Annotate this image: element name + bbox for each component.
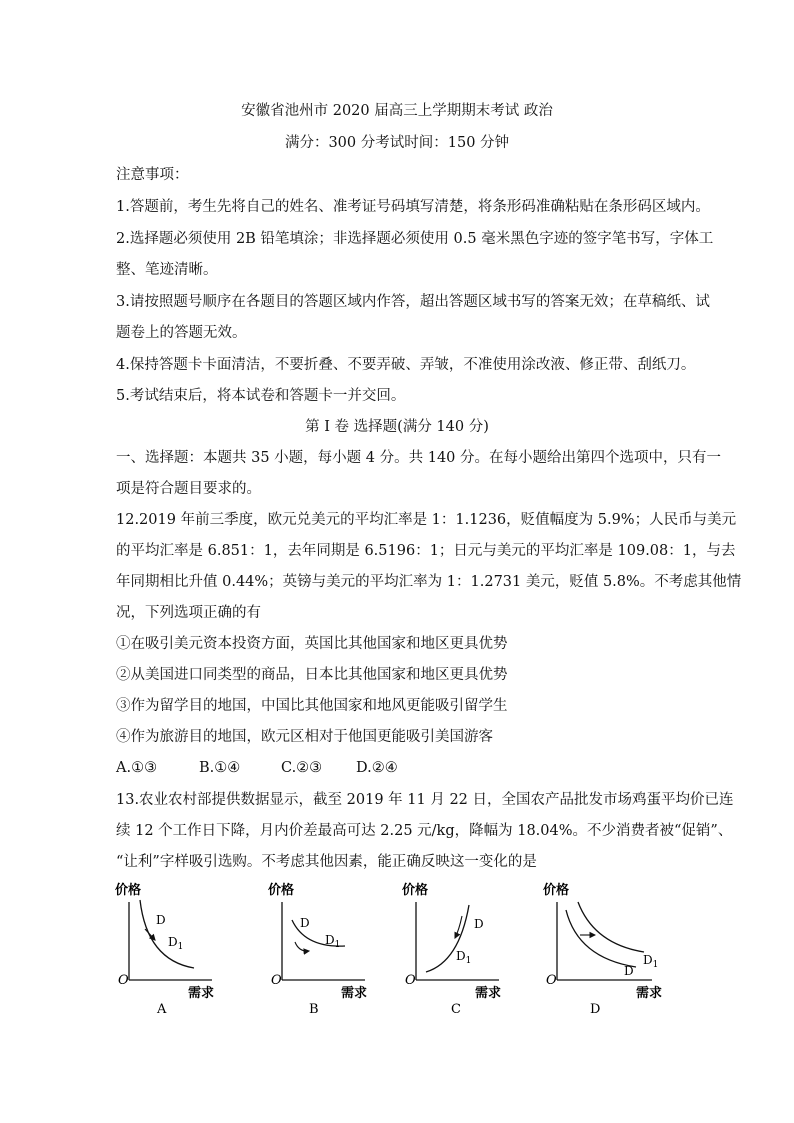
note-line: 4.保持答题卡卡面清洁，不要折叠、不要弄破、弄皱，不准使用涂改液、修正带、刮纸刀。 (116, 357, 696, 373)
note-line: 5.考试结束后，将本试卷和答题卡一并交回。 (116, 388, 406, 404)
x-axis-label: 需求 (188, 986, 215, 1001)
note-line: 2.选择题必须使用 2B 铅笔填涂；非选择题必须使用 0.5 毫米黑色字迹的签字笔书写，字体工 (116, 231, 714, 247)
curve-label-d: D (300, 916, 310, 930)
note-line: 整、笔迹清晰。 (116, 262, 218, 278)
origin-label: O (546, 973, 557, 988)
shift-arrow (145, 929, 155, 940)
y-axis-label: 价格 (268, 883, 295, 898)
graph-label: C (451, 1002, 461, 1017)
curve-label-d1: $D_1$ (643, 953, 659, 970)
origin-label: O (118, 973, 129, 988)
curve-label-d1: $D_1$ (168, 935, 184, 952)
y-axis-label: 价格 (115, 883, 142, 898)
demand-curve-d1 (578, 902, 644, 952)
notes-heading: 注意事项： (116, 167, 189, 183)
q12-stem-line: 的平均汇率是 6.851：1，去年同期是 6.5196：1；日元与美元的平均汇率是 109.08：1，与去 (116, 543, 736, 559)
y-axis-label: 价格 (543, 883, 570, 898)
exam-title: 安徽省池州市 2020 届高三上学期期末考试 政治 (241, 103, 553, 119)
y-axis-label: 价格 (402, 883, 429, 898)
origin-label: O (405, 973, 416, 988)
note-line: 题卷上的答题无效。 (116, 325, 247, 341)
x-axis-label: 需求 (475, 986, 502, 1001)
graph-c[interactable] (399, 880, 519, 1015)
graph-a[interactable] (112, 880, 232, 1015)
graph-label: B (309, 1002, 319, 1017)
q12-statement: ①在吸引美元资本投资方面，英国比其他国家和地区更具优势 (116, 636, 508, 652)
q12-statement: ③作为留学目的地国，中国比其他国家和地风更能吸引留学生 (116, 698, 508, 714)
q13-stem-line: 续 12 个工作日下降，月内价差最高可达 2.25 元/kg，降幅为 18.04%。不少消费者被“促销”、 (116, 823, 733, 839)
curve-label-d: D (624, 964, 634, 978)
curve-label-d: D (474, 917, 484, 931)
q12-stem-line: 年同期相比升值 0.44%；英镑与美元的平均汇率为 1：1.2731 美元，贬值 5.8%。不考虑其他情 (116, 574, 742, 590)
curve-label-d1: $D_1$ (325, 933, 341, 950)
curve-label-d: D (156, 913, 166, 927)
q13-stem-line: “让利”字样吸引选购。不考虑其他因素，能正确反映这一变化的是 (116, 854, 537, 870)
x-axis-label: 需求 (636, 986, 663, 1001)
q12-stem-line: 况，下列选项正确的有 (116, 605, 261, 621)
demand-curve (140, 900, 194, 968)
section-instruction: 项是符合题目要求的。 (116, 481, 261, 497)
q12-option-b[interactable]: B.①④ (199, 760, 241, 776)
q12-statement: ②从美国进口同类型的商品，日本比其他国家和地区更具优势 (116, 667, 508, 683)
section-title: 第 I 卷 选择题(满分 140 分) (305, 419, 489, 435)
note-line: 3.请按照题号顺序在各题目的答题区域内作答，超出答题区域书写的答案无效；在草稿纸、试 (116, 294, 710, 310)
shift-arrow (295, 942, 309, 951)
q12-statement: ④作为旅游目的地国，欧元区相对于他国更能吸引美国游客 (116, 729, 493, 745)
graph-b[interactable] (265, 880, 385, 1015)
curve-label-d1: $D_1$ (456, 949, 472, 966)
q13-stem-line: 13.农业农村部提供数据显示，截至 2019 年 11 月 22 日，全国农产品批发市场鸡蛋平均价已连 (116, 792, 734, 808)
note-line: 1.答题前，考生先将自己的姓名、准考证号码填写清楚，将条形码准确粘贴在条形码区域内。 (116, 199, 710, 215)
graph-d[interactable] (540, 880, 670, 1015)
graph-label: A (157, 1002, 167, 1017)
section-instruction: 一、选择题：本题共 35 小题，每小题 4 分。共 140 分。在每小题给出第四个选项中，只有一 (116, 450, 722, 466)
q12-option-a[interactable]: A.①③ (116, 760, 158, 776)
demand-curve-d (566, 910, 636, 967)
q12-option-c[interactable]: C.②③ (281, 760, 323, 776)
graph-label: D (590, 1002, 601, 1017)
q12-stem-line: 12.2019 年前三季度，欧元兑美元的平均汇率是 1：1.1236，贬值幅度为 5.9%；人民币与美元 (116, 512, 737, 528)
exam-subtitle: 满分：300 分考试时间：150 分钟 (284, 135, 510, 151)
x-axis-label: 需求 (341, 986, 368, 1001)
origin-label: O (271, 973, 282, 988)
q12-option-d[interactable]: D.②④ (356, 760, 398, 776)
